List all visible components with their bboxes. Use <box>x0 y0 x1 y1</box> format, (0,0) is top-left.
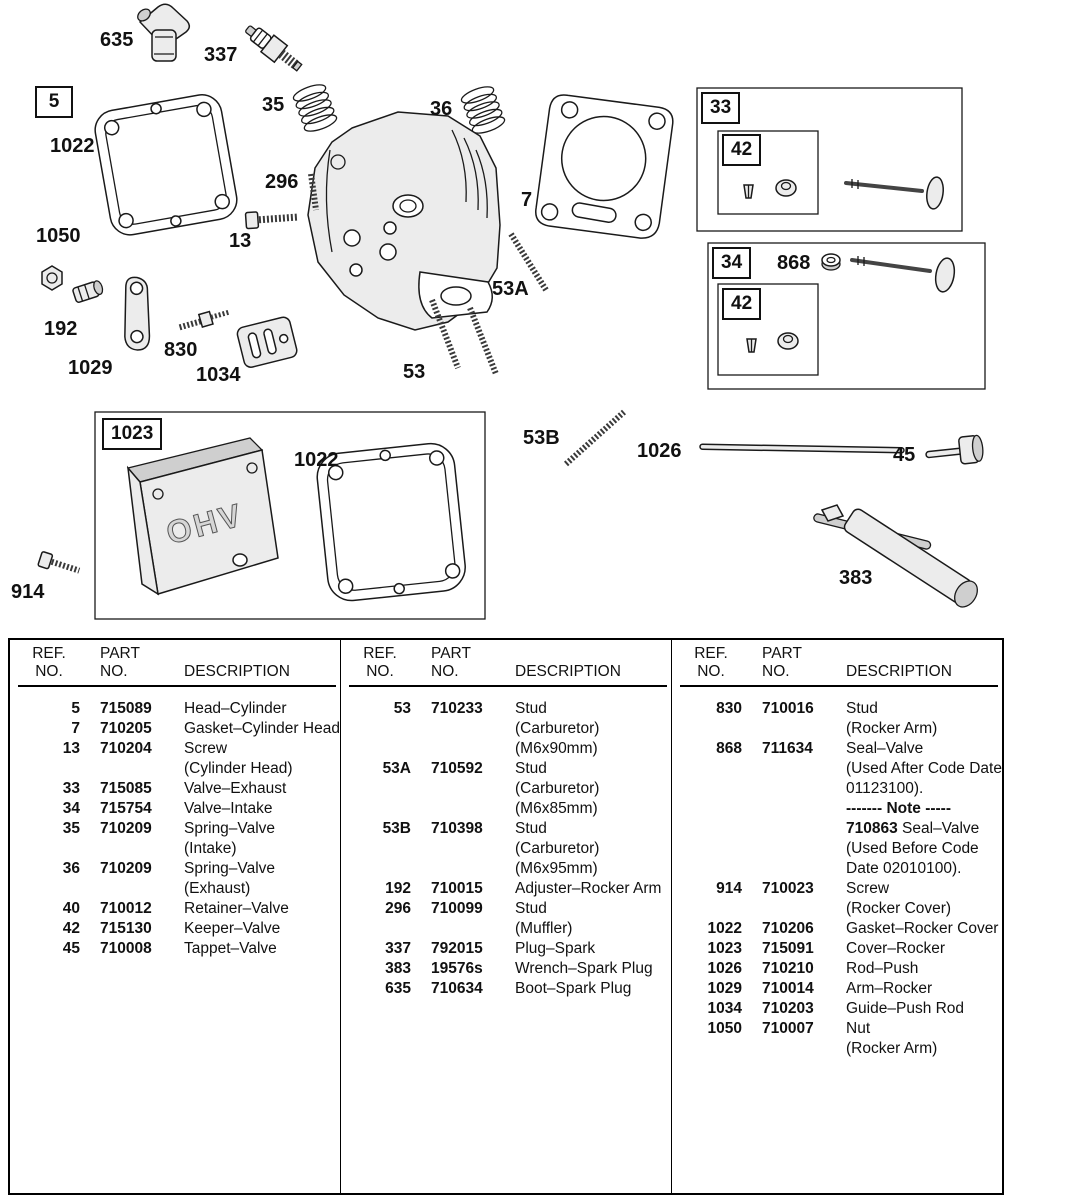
header-ref-line1: REF. <box>32 645 66 662</box>
table-header <box>680 640 998 687</box>
part-no: 715130 <box>100 920 152 937</box>
table-row <box>680 919 998 939</box>
description-line: Spring–Valve <box>184 820 276 837</box>
description-line: Valve–Intake <box>184 800 273 817</box>
diagram-label-1034: 1034 <box>196 364 241 386</box>
table-row <box>680 959 998 979</box>
description-line: (Used After Code Date <box>846 760 1002 777</box>
part-no: 710012 <box>100 900 152 917</box>
diagram-label-830: 830 <box>164 339 198 361</box>
seal-valve-868 <box>822 254 840 270</box>
ref-no: 1022 <box>707 920 742 937</box>
part-no: 710592 <box>431 760 483 777</box>
description-line: (Rocker Arm) <box>846 1040 938 1057</box>
header-ref <box>18 645 80 681</box>
header-part-line2: NO. <box>100 663 128 680</box>
ref-no: 192 <box>385 880 411 897</box>
table-header <box>349 640 667 687</box>
diagram-label-53b: 53B <box>523 427 560 449</box>
table-row <box>349 759 667 819</box>
table-header <box>18 640 336 687</box>
table-body <box>680 687 1002 1059</box>
valve-intake-34 <box>852 256 957 293</box>
description-line: Wrench–Spark Plug <box>515 960 653 977</box>
description <box>838 979 998 999</box>
header-part-line2: NO. <box>762 663 790 680</box>
diagram-label-7: 7 <box>521 189 533 211</box>
ref-no: 914 <box>716 880 742 897</box>
description-line: (Cylinder Head) <box>184 760 293 777</box>
diagram-label-1022a: 1022 <box>50 135 95 157</box>
description <box>507 699 667 759</box>
part-no: 710233 <box>431 700 483 717</box>
table-row <box>18 739 336 779</box>
part-no: 715754 <box>100 800 152 817</box>
table-row <box>349 819 667 879</box>
parts-table <box>8 638 1004 1195</box>
ref-no: 337 <box>385 940 411 957</box>
header-ref-line1: REF. <box>694 645 728 662</box>
gasket-rocker-cover-1022-top <box>92 92 240 238</box>
table-row <box>680 1019 998 1059</box>
diagram-label-1050: 1050 <box>36 225 81 247</box>
adjuster-rocker-arm-192 <box>72 280 104 303</box>
retainer-valve-40a <box>776 180 796 196</box>
diagram-label-1029: 1029 <box>68 357 113 379</box>
diagram-label-635: 635 <box>100 29 134 51</box>
part-no: 710015 <box>431 880 483 897</box>
ref-no: 7 <box>71 720 80 737</box>
ref-no: 1050 <box>707 1020 742 1037</box>
description-line: 01123100). <box>846 780 924 797</box>
table-row <box>18 819 336 859</box>
table-row <box>349 939 667 959</box>
ref-no: 36 <box>62 860 80 877</box>
diagram-label-1022b: 1022 <box>294 449 339 471</box>
description <box>176 939 336 959</box>
table-row <box>18 919 336 939</box>
description-line: Guide–Push Rod <box>846 1000 965 1017</box>
ref-no: 1029 <box>707 980 742 997</box>
description <box>507 879 667 899</box>
description <box>507 759 667 819</box>
description <box>838 999 998 1019</box>
ref-no: 635 <box>385 980 411 997</box>
diagram-label-box-33: 33 <box>701 92 740 124</box>
ref-no: 40 <box>62 900 80 917</box>
description-line: Stud <box>515 700 547 717</box>
description-line: Nut <box>846 1020 871 1037</box>
diagram-label-13: 13 <box>229 230 252 252</box>
header-description: DESCRIPTION <box>184 663 290 680</box>
diagram-label-53: 53 <box>403 361 426 383</box>
part-no: 710209 <box>100 820 152 837</box>
ref-no: 868 <box>716 740 742 757</box>
description-line: Stud <box>515 900 547 917</box>
description <box>838 959 998 979</box>
description <box>507 819 667 879</box>
description <box>176 899 336 919</box>
part-no: 715089 <box>100 700 152 717</box>
header-part-line2: NO. <box>431 663 459 680</box>
table-row <box>349 899 667 939</box>
ref-no: 1026 <box>707 960 742 977</box>
nut-1050 <box>42 266 62 290</box>
description <box>838 739 1002 879</box>
description-line: Screw <box>846 880 890 897</box>
part-no: 19576s <box>431 960 483 977</box>
header-part <box>80 645 176 681</box>
ref-no: 53B <box>382 820 411 837</box>
description-line: (Carburetor) <box>515 720 600 737</box>
description-line: (Used Before Code <box>846 840 979 857</box>
diagram-label-box-42a: 42 <box>722 134 761 166</box>
part-no: 710016 <box>762 700 814 717</box>
header-ref <box>349 645 411 681</box>
header-part <box>742 645 838 681</box>
part-no: 710023 <box>762 880 814 897</box>
description-line: Spring–Valve <box>184 860 276 877</box>
description <box>176 799 336 819</box>
table-row <box>18 799 336 819</box>
description-line: Tappet–Valve <box>184 940 277 957</box>
diagram-label-53a: 53A <box>492 278 529 300</box>
part-no: 715091 <box>762 940 814 957</box>
description-line: Plug–Spark <box>515 940 596 957</box>
description <box>838 879 998 919</box>
description-line: (Rocker Arm) <box>846 720 938 737</box>
table-row <box>680 999 998 1019</box>
description-line: Seal–Valve <box>846 740 924 757</box>
description-line: (Carburetor) <box>515 780 600 797</box>
valve-exhaust-33 <box>846 176 945 210</box>
ref-no: 42 <box>62 920 80 937</box>
table-row <box>18 899 336 919</box>
part-no: 710099 <box>431 900 483 917</box>
description <box>838 1019 998 1059</box>
ref-no: 1023 <box>707 940 742 957</box>
description-line: (Muffler) <box>515 920 573 937</box>
ohv-emboss-text: OHV <box>162 496 248 552</box>
part-no: 710209 <box>100 860 152 877</box>
description-line: Arm–Rocker <box>846 980 933 997</box>
diagram-label-45: 45 <box>893 444 916 466</box>
gasket-cylinder-head-7 <box>529 89 679 245</box>
table-body <box>18 687 340 959</box>
header-part-line1: PART <box>762 645 802 662</box>
table-row <box>349 979 667 999</box>
description-line: 710863 Seal–Valve <box>846 820 980 837</box>
ref-no: 830 <box>716 700 742 717</box>
description-line: Rod–Push <box>846 960 919 977</box>
description <box>838 939 998 959</box>
stud-53b <box>566 412 624 464</box>
description-line: Date 02010100). <box>846 860 962 877</box>
header-part-line1: PART <box>100 645 140 662</box>
description-line: Gasket–Rocker Cover <box>846 920 999 937</box>
part-no: 792015 <box>431 940 483 957</box>
part-no: 710014 <box>762 980 814 997</box>
ref-no: 1034 <box>707 1000 742 1017</box>
table-body <box>349 687 667 999</box>
diagram-label-868: 868 <box>777 252 811 274</box>
table-row <box>18 779 336 799</box>
description <box>176 779 336 799</box>
header-description: DESCRIPTION <box>515 663 621 680</box>
ref-no: 35 <box>62 820 80 837</box>
header-part-line1: PART <box>431 645 471 662</box>
header-ref-line2: NO. <box>35 663 63 680</box>
description <box>507 959 667 979</box>
description-line: (M6x90mm) <box>515 740 598 757</box>
part-no: 710008 <box>100 940 152 957</box>
diagram-label-box-42b: 42 <box>722 288 761 320</box>
part-no: 710398 <box>431 820 483 837</box>
description-line: (M6x95mm) <box>515 860 598 877</box>
description <box>507 979 667 999</box>
description-line: Stud <box>846 700 878 717</box>
diagram-label-192: 192 <box>44 318 78 340</box>
parts-table-column-1 <box>10 640 340 1193</box>
description <box>176 859 336 899</box>
parts-table-column-3 <box>671 640 1002 1193</box>
screw-rocker-cover-914 <box>38 551 82 578</box>
description-line: (M6x85mm) <box>515 800 598 817</box>
screw-13 <box>245 209 298 229</box>
stud-rocker-arm-830 <box>178 306 233 333</box>
header-ref-line1: REF. <box>363 645 397 662</box>
part-no: 710203 <box>762 1000 814 1017</box>
table-row <box>349 879 667 899</box>
table-row <box>18 939 336 959</box>
header-ref-line2: NO. <box>366 663 394 680</box>
description <box>176 699 336 719</box>
table-row <box>680 739 1002 879</box>
description-line: (Carburetor) <box>515 840 600 857</box>
header-part <box>411 645 507 681</box>
description-line: Head–Cylinder <box>184 700 287 717</box>
cylinder-head-5 <box>308 112 500 330</box>
part-no: 715085 <box>100 780 152 797</box>
description <box>176 719 340 739</box>
table-row <box>18 859 336 899</box>
description-line: Retainer–Valve <box>184 900 289 917</box>
part-no: 710206 <box>762 920 814 937</box>
table-row <box>680 699 998 739</box>
description-line: Stud <box>515 820 547 837</box>
table-row <box>680 879 998 919</box>
boot-spark-plug-635 <box>135 4 189 61</box>
diagram-label-36: 36 <box>430 98 453 120</box>
description-line: Gasket–Cylinder Head <box>184 720 340 737</box>
retainer-valve-40b <box>778 333 798 349</box>
description <box>507 939 667 959</box>
diagram-label-296: 296 <box>265 171 299 193</box>
push-rod-1026 <box>700 444 904 453</box>
table-row <box>349 959 667 979</box>
part-no: 710205 <box>100 720 152 737</box>
description-line: (Exhaust) <box>184 880 251 897</box>
diagram-label-box-5: 5 <box>35 86 73 118</box>
header-ref <box>680 645 742 681</box>
ref-no: 53A <box>382 760 411 777</box>
guide-push-rod-1034 <box>236 316 298 369</box>
diagram-label-1026: 1026 <box>637 440 682 462</box>
description-line: (Rocker Cover) <box>846 900 952 917</box>
cover-rocker-1023 <box>128 438 278 594</box>
ref-no: 53 <box>393 700 411 717</box>
description-line: Keeper–Valve <box>184 920 281 937</box>
part-no: 710210 <box>762 960 814 977</box>
description <box>507 899 667 939</box>
description <box>176 919 336 939</box>
part-no: 710204 <box>100 740 152 757</box>
part-no: 710007 <box>762 1020 814 1037</box>
keeper-valve-42a <box>744 185 753 198</box>
ref-no: 34 <box>62 800 80 817</box>
table-row <box>680 939 998 959</box>
keeper-valve-42b <box>747 339 756 352</box>
table-row <box>18 699 336 719</box>
description <box>838 919 998 939</box>
parts-table-column-2 <box>340 640 671 1193</box>
ref-no: 45 <box>62 940 80 957</box>
description-line: Adjuster–Rocker Arm <box>515 880 662 897</box>
ref-no: 383 <box>385 960 411 977</box>
ref-no: 33 <box>62 780 80 797</box>
description-line: Cover–Rocker <box>846 940 946 957</box>
description <box>838 699 998 739</box>
diagram-label-337: 337 <box>204 44 238 66</box>
description-line: Valve–Exhaust <box>184 780 287 797</box>
description-line: (Intake) <box>184 840 237 857</box>
description-line: Screw <box>184 740 228 757</box>
diagram-label-914: 914 <box>11 581 45 603</box>
diagram-label-box-34: 34 <box>712 247 751 279</box>
table-row <box>18 719 340 739</box>
table-row <box>349 699 667 759</box>
spark-plug-wrench-383 <box>813 505 982 611</box>
description <box>176 819 336 859</box>
description-line: ------- Note ----- <box>846 800 951 817</box>
ref-no: 296 <box>385 900 411 917</box>
description <box>176 739 336 779</box>
header-description: DESCRIPTION <box>846 663 952 680</box>
ref-no: 13 <box>62 740 80 757</box>
tappet-valve-45 <box>925 435 985 468</box>
spark-plug-337 <box>241 20 305 77</box>
diagram-label-box-1023: 1023 <box>102 418 162 450</box>
diagram-label-35: 35 <box>262 94 285 116</box>
part-no: 711634 <box>762 740 813 757</box>
part-no: 710634 <box>431 980 483 997</box>
header-ref-line2: NO. <box>697 663 725 680</box>
ref-no: 5 <box>71 700 80 717</box>
rocker-arm-1029 <box>103 274 171 354</box>
description-line: Stud <box>515 760 547 777</box>
table-row <box>680 979 998 999</box>
spring-valve-intake-35 <box>292 82 339 135</box>
diagram-label-383: 383 <box>839 567 873 589</box>
description-line: Boot–Spark Plug <box>515 980 632 997</box>
